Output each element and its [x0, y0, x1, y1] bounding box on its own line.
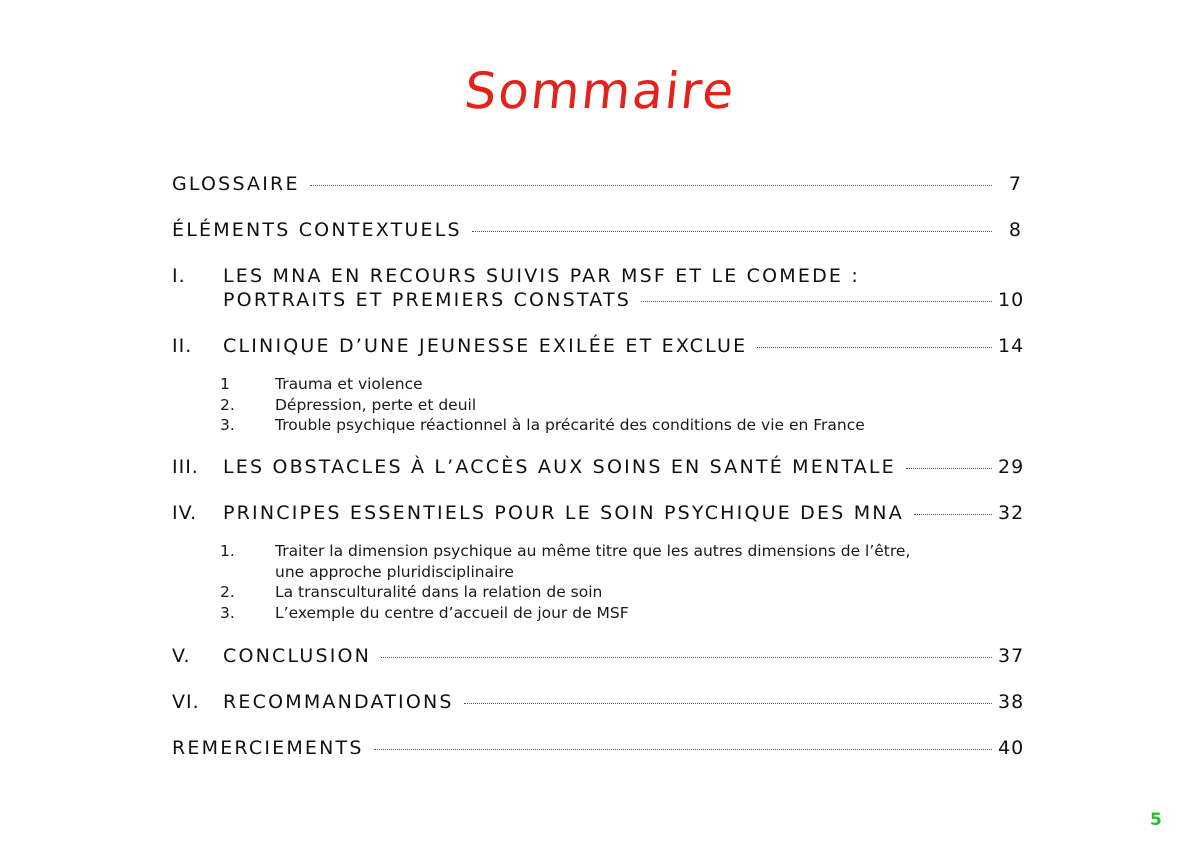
- subsection-number: 2.: [220, 583, 235, 601]
- toc-entry-page: 37: [998, 645, 1025, 667]
- leader-dots: [310, 185, 992, 186]
- toc-entry-number: I.: [172, 265, 186, 287]
- toc-entry-title: LES OBSTACLES À L’ACCÈS AUX SOINS EN SANTÉ MENTALE: [223, 456, 896, 478]
- toc-entry-section-2[interactable]: [172, 335, 1025, 361]
- leader-dots: [464, 703, 992, 704]
- subsection-item[interactable]: [220, 603, 920, 624]
- toc-entry-page: 40: [998, 737, 1025, 759]
- subsection-number: 1: [220, 375, 230, 393]
- subsection-item[interactable]: [220, 582, 920, 603]
- leader-dots: [381, 657, 992, 658]
- toc-entry-title: CLINIQUE D’UNE JEUNESSE EXILÉE ET EXCLUE: [223, 335, 748, 357]
- subsection-item[interactable]: [220, 374, 920, 395]
- toc-entry-section-3[interactable]: [172, 456, 1025, 482]
- toc-entry-title: GLOSSAIRE: [172, 173, 300, 195]
- toc-entry-page: 8: [1008, 219, 1022, 241]
- page-title: Sommaire: [461, 62, 739, 120]
- toc-entry-section-4[interactable]: [172, 502, 1025, 528]
- subsection-number: 2.: [220, 395, 235, 414]
- toc-entry-title: ÉLÉMENTS CONTEXTUELS: [172, 219, 462, 241]
- toc-entry-page: 32: [998, 502, 1025, 524]
- subsection-number: 3.: [220, 603, 235, 622]
- toc-entry-page: 14: [998, 335, 1025, 357]
- toc-entry-title: PRINCIPES ESSENTIELS POUR LE SOIN PSYCHIQUE DES MNA: [223, 502, 904, 524]
- leader-dots: [472, 231, 992, 232]
- toc-entry-title: RECOMMANDATIONS: [223, 691, 454, 713]
- toc-entry-title-line1: LES MNA EN RECOURS SUIVIS PAR MSF ET LE COMEDE :: [223, 265, 860, 287]
- toc-entry-page: 38: [998, 691, 1025, 713]
- toc-entry-elements-contextuels[interactable]: [172, 219, 1022, 245]
- subsection-text: Trouble psychique réactionnel à la précarité des conditions de vie en France: [275, 416, 865, 434]
- toc-entry-number: IV.: [172, 502, 198, 524]
- subsection-item[interactable]: [220, 395, 920, 416]
- subsection-number: 3.: [220, 416, 235, 434]
- toc-entry-title: REMERCIEMENTS: [172, 737, 364, 759]
- toc-entry-number: VI.: [172, 691, 200, 713]
- leader-dots: [757, 347, 992, 348]
- page-number: 5: [1150, 810, 1162, 830]
- leader-dots: [914, 514, 992, 515]
- toc-entry-title: CONCLUSION: [223, 645, 372, 667]
- toc-entry-number: V.: [172, 645, 191, 667]
- subsection-text: Dépression, perte et deuil: [275, 395, 477, 414]
- subsection-list-4: [220, 541, 920, 623]
- subsection-item[interactable]: [220, 415, 920, 436]
- toc-entry-page: 7: [1008, 173, 1022, 195]
- subsection-text: La transculturalité dans la relation de soin: [275, 583, 603, 601]
- toc-entry-number: III.: [172, 456, 199, 478]
- subsection-number: 1.: [220, 542, 235, 560]
- toc-entry-glossaire[interactable]: [172, 173, 1022, 199]
- subsection-text: Trauma et violence: [275, 375, 423, 393]
- toc-entry-number: II.: [172, 335, 193, 357]
- toc-entry-page: 10: [998, 289, 1025, 311]
- subsection-list-2: [220, 374, 920, 436]
- leader-dots: [374, 749, 992, 750]
- subsection-text: L’exemple du centre d’accueil de jour de MSF: [275, 603, 629, 622]
- toc-entry-remerciements[interactable]: [172, 737, 1025, 763]
- subsection-text-line2: une approche pluridisciplinaire: [275, 562, 514, 581]
- subsection-item[interactable]: [220, 541, 920, 582]
- subsection-text-line1: Traiter la dimension psychique au même titre que les autres dimensions de l’être,: [275, 542, 911, 560]
- leader-dots: [641, 301, 992, 302]
- toc-entry-section-5[interactable]: [172, 645, 1025, 671]
- toc-entry-section-6[interactable]: [172, 691, 1025, 717]
- subsection-text: [275, 541, 920, 582]
- toc-entry-section-1[interactable]: [172, 265, 1025, 315]
- toc-entry-page: 29: [998, 456, 1025, 478]
- toc-entry-title: PORTRAITS ET PREMIERS CONSTATS: [223, 289, 632, 311]
- leader-dots: [906, 468, 992, 469]
